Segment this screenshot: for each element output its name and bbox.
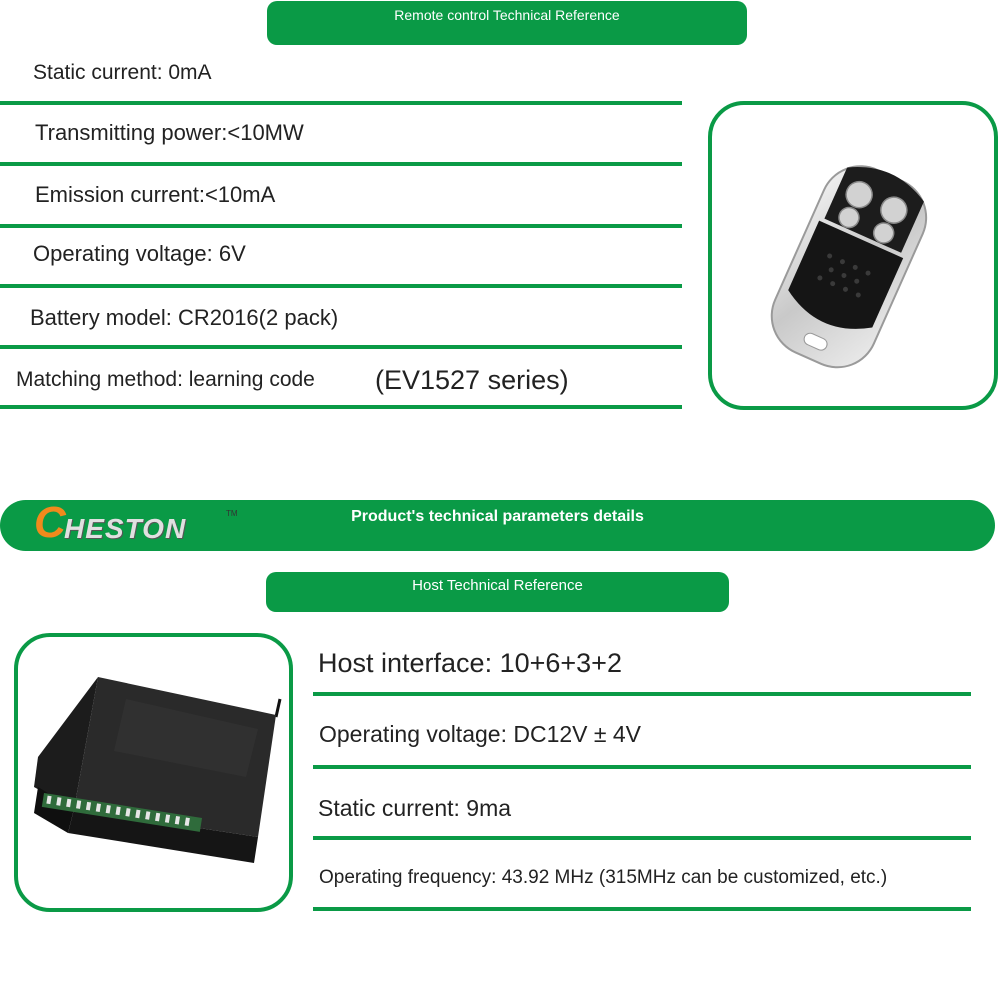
host-spec-interface: Host interface: 10+6+3+2 xyxy=(318,648,622,678)
logo-trademark: TM xyxy=(226,509,238,518)
remote-spec-matching-method: Matching method: learning code xyxy=(16,368,315,391)
remote-spec-static-current: Static current: 0mA xyxy=(33,61,212,84)
host-spec-divider xyxy=(313,836,971,840)
host-spec-operating-frequency: Operating frequency: 43.92 MHz (315MHz can be customized, etc.) xyxy=(319,867,888,888)
logo-initial: C xyxy=(34,498,66,547)
remote-reference-title: Remote control Technical Reference xyxy=(394,7,620,23)
host-spec-divider xyxy=(313,907,971,911)
remote-spec-transmitting-power: Transmitting power:<10MW xyxy=(35,120,304,145)
cheston-logo xyxy=(34,498,244,547)
remote-spec-divider xyxy=(0,224,682,228)
host-spec-divider xyxy=(313,765,971,769)
host-reference-title: Host Technical Reference xyxy=(412,577,583,594)
remote-spec-operating-voltage: Operating voltage: 6V xyxy=(33,241,246,266)
remote-spec-divider xyxy=(0,405,682,409)
remote-spec-battery-model: Battery model: CR2016(2 pack) xyxy=(30,305,339,330)
remote-spec-divider xyxy=(0,345,682,349)
banner-title: Product's technical parameters details xyxy=(351,508,644,525)
remote-spec-emission-current: Emission current:<10mA xyxy=(35,182,276,207)
receiver-host-image xyxy=(18,637,289,908)
remote-spec-divider xyxy=(0,162,682,166)
remote-spec-series-note: (EV1527 series) xyxy=(375,365,569,395)
host-spec-divider xyxy=(313,692,971,696)
remote-reference-header xyxy=(267,1,747,45)
host-reference-header xyxy=(266,572,729,612)
host-image-frame xyxy=(14,633,293,912)
remote-spec-divider xyxy=(0,101,682,105)
remote-image-frame xyxy=(708,101,998,410)
host-spec-operating-voltage: Operating voltage: DC12V ± 4V xyxy=(319,721,642,747)
logo-text: HESTON xyxy=(64,513,187,544)
host-spec-static-current: Static current: 9ma xyxy=(318,795,512,821)
remote-control-image xyxy=(712,105,994,406)
remote-spec-divider xyxy=(0,284,682,288)
